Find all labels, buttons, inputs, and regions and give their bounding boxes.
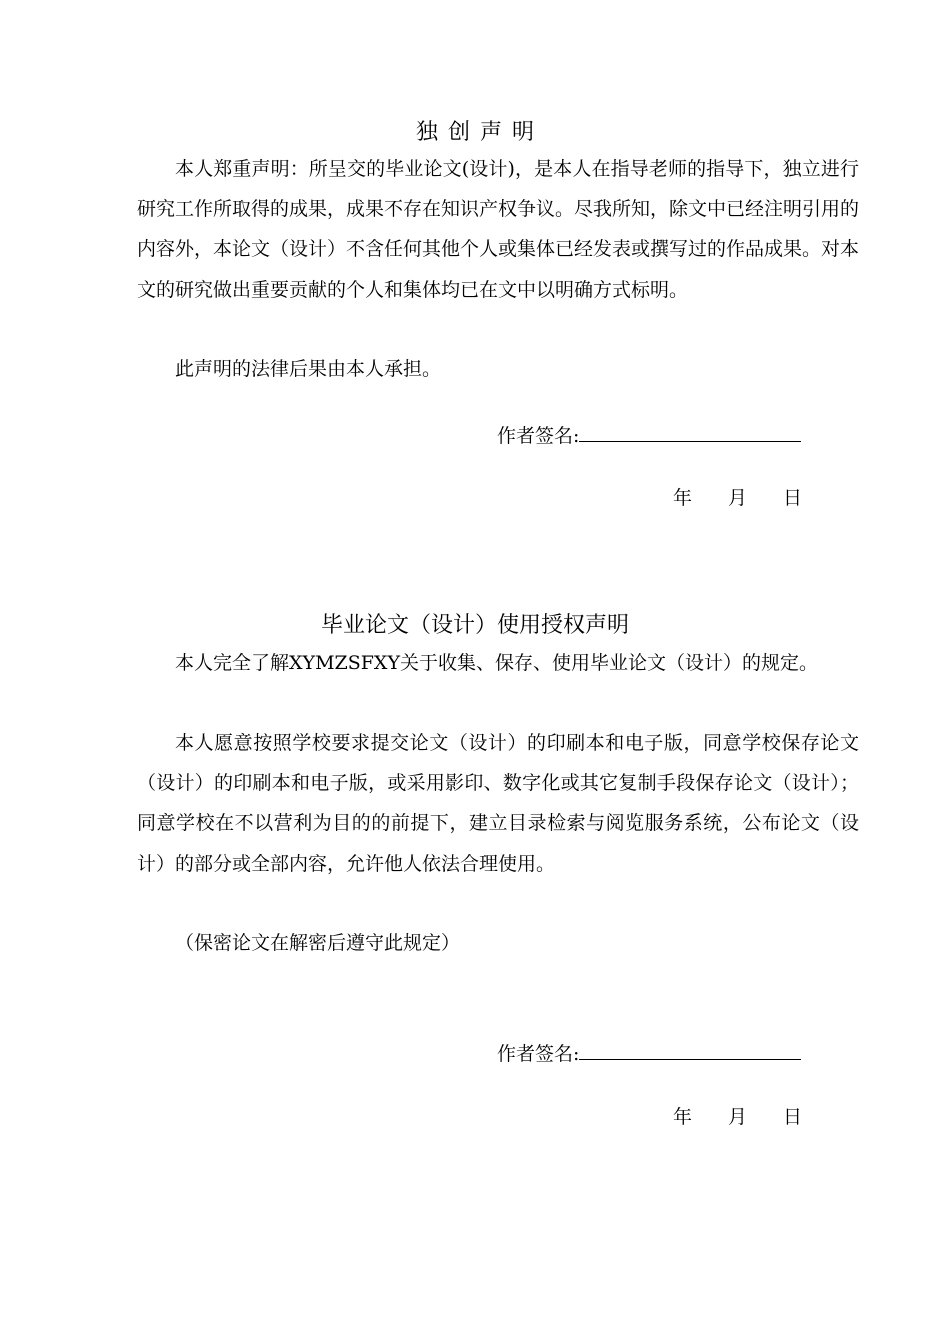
- date-day-label: 日: [783, 487, 803, 509]
- date-month-label: 月: [728, 1106, 748, 1128]
- signature-label: 作者签名:: [497, 1043, 580, 1065]
- signature-line[interactable]: [579, 1038, 801, 1060]
- authorization-signature: [497, 1038, 801, 1069]
- date-day-label: 日: [783, 1106, 803, 1128]
- authorization-paragraph-1: 本人完全了解XYMZSFXY关于收集、保存、使用毕业论文（设计）的规定。: [175, 652, 818, 674]
- signature-label: 作者签名:: [497, 425, 580, 447]
- date-month-label: 月: [728, 487, 748, 509]
- date-year-label: 年: [673, 487, 693, 509]
- originality-paragraph-2: 此声明的法律后果由本人承担。: [175, 358, 442, 380]
- originality-paragraph-1: 本人郑重声明：所呈交的毕业论文(设计)，是本人在指导老师的指导下，独立进行研究工作所取得的成果，成果不存在知识产权争议。尽我所知，除文中已经注明引用的内容外，本论文（设计）不含任何其他个人或集体已经发表或撰写过的作品成果。对本文的研究做出重要贡献的个人和集体均已在文中以明确方式标明。: [137, 158, 860, 301]
- originality-date: [673, 483, 802, 513]
- date-year-label: 年: [673, 1106, 693, 1128]
- originality-signature: [497, 420, 801, 451]
- authorization-paragraph-3: （保密论文在解密后遵守此规定）: [175, 932, 461, 954]
- authorization-title: 毕业论文（设计）使用授权声明: [320, 613, 629, 638]
- authorization-date: [673, 1102, 802, 1132]
- signature-line[interactable]: [579, 420, 801, 442]
- originality-title: 独创声明: [415, 120, 544, 145]
- authorization-paragraph-2: 本人愿意按照学校要求提交论文（设计）的印刷本和电子版，同意学校保存论文（设计）的印刷本和电子版，或采用影印、数字化或其它复制手段保存论文（设计）；同意学校在不以营利为目的的前提下，建立目录检索与阅览服务系统，公布论文（设计）的部分或全部内容，允许他人依法合理使用。: [137, 732, 859, 875]
